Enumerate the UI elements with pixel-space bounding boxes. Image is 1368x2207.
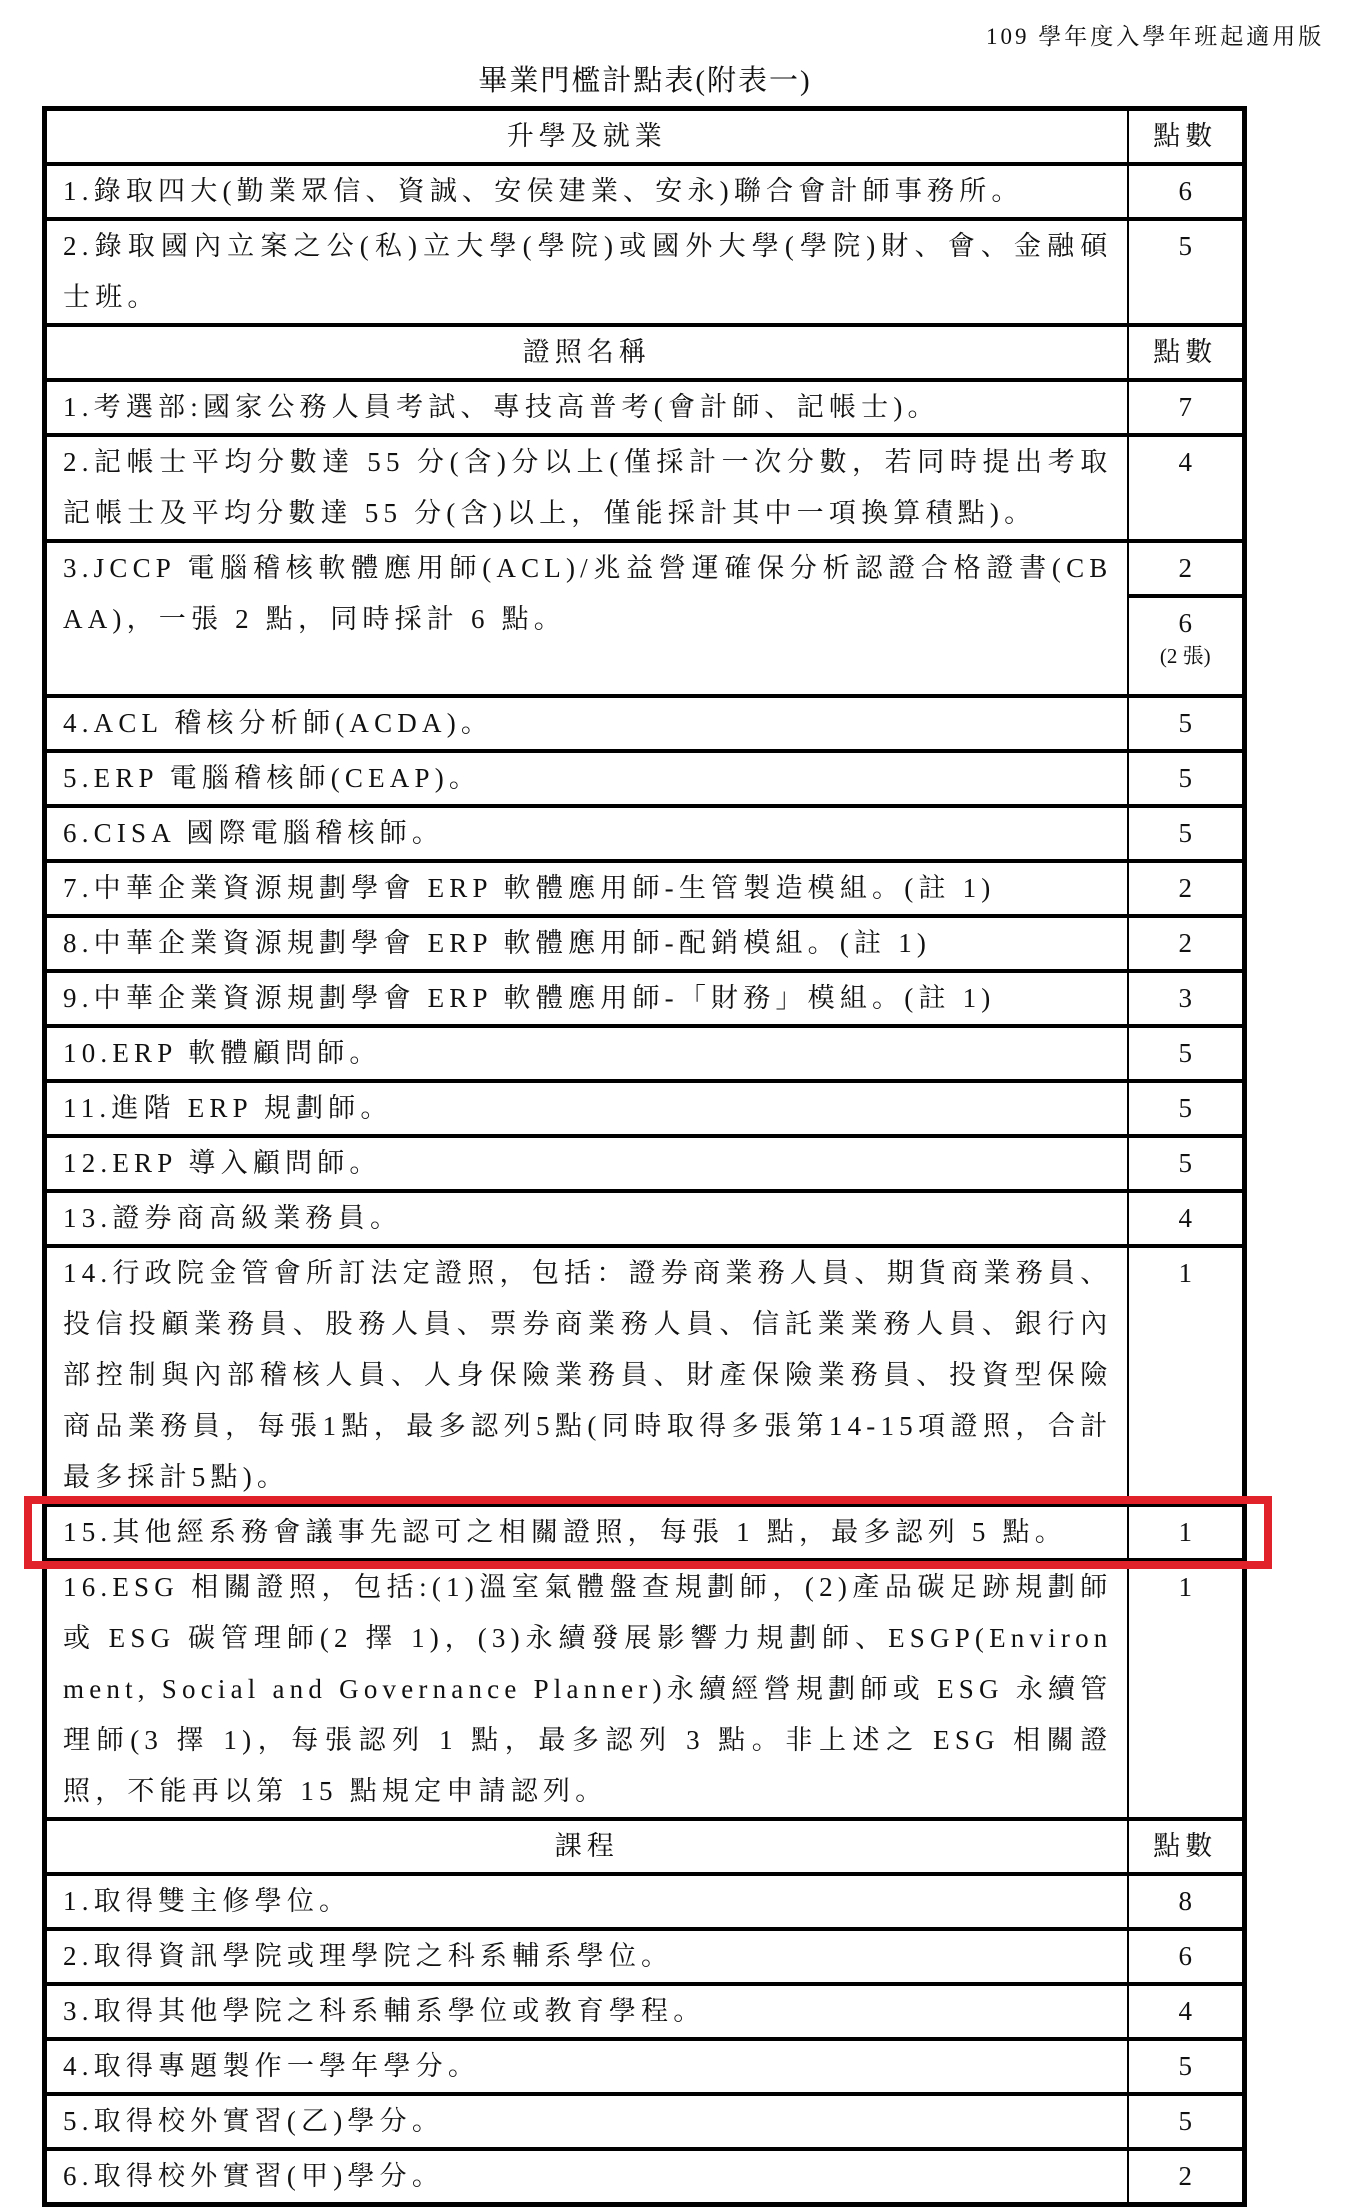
row-points: 5 — [1128, 2039, 1245, 2094]
table-row — [45, 861, 1245, 916]
row-points-alt — [1128, 596, 1245, 696]
row-points: 5 — [1128, 751, 1245, 806]
table-row — [45, 1246, 1245, 1505]
row-points: 1 — [1128, 1560, 1245, 1819]
points-column-header: 點數 — [1128, 1819, 1245, 1874]
table-row — [45, 2039, 1245, 2094]
table-row — [45, 541, 1245, 596]
table-row — [45, 2149, 1245, 2205]
section-header-certificates — [45, 325, 1245, 380]
table-row — [45, 164, 1245, 219]
table-row — [45, 380, 1245, 435]
table-row — [45, 751, 1245, 806]
row-points: 2 — [1128, 2149, 1245, 2205]
row-description: 4.取得專題製作一學年學分。 — [45, 2039, 1128, 2094]
table-row — [45, 1081, 1245, 1136]
row-description: 16.ESG 相關證照，包括:(1)溫室氣體盤查規劃師，(2)產品碳足跡規劃師或 ESG 碳管理師(2 擇 1)，(3)永續發展影響力規劃師、ESGP(Environment, Social and Governance Planner)永續經營規劃師或 ESG 永續管理師(3 擇 1)，每張認列 1 點，最多認列 3 點。非上述之 ESG 相關證照，不能再以第 15 點規定申請認列。 — [45, 1560, 1128, 1819]
table-row — [45, 1560, 1245, 1819]
table-row-highlighted — [45, 1505, 1245, 1560]
table-row — [45, 916, 1245, 971]
table-row — [45, 435, 1245, 541]
row-points: 1 — [1128, 1246, 1245, 1505]
graduation-points-table — [42, 106, 1247, 2207]
row-points: 2 — [1128, 861, 1245, 916]
table-row — [45, 971, 1245, 1026]
section-title: 證照名稱 — [45, 325, 1128, 380]
row-description: 14.行政院金管會所訂法定證照，包括：證券商業務人員、期貨商業務員、投信投顧業務員、股務人員、票券商業務人員、信託業業務人員、銀行內部控制與內部稽核人員、人身保險業務員、財產保險業務員、投資型保險商品業務員，每張1點，最多認列5點(同時取得多張第14-15項證照，合計最多採計5點)。 — [45, 1246, 1128, 1505]
row-points: 6 — [1128, 164, 1245, 219]
row-points: 3 — [1128, 971, 1245, 1026]
version-note: 109 學年度入學年班起適用版 — [986, 24, 1325, 49]
row-points: 4 — [1128, 435, 1245, 541]
row-description: 2.取得資訊學院或理學院之科系輔系學位。 — [45, 1929, 1128, 1984]
table-row — [45, 1136, 1245, 1191]
table-row — [45, 1026, 1245, 1081]
row-description: 3.取得其他學院之科系輔系學位或教育學程。 — [45, 1984, 1128, 2039]
row-description: 1.錄取四大(勤業眾信、資誠、安侯建業、安永)聯合會計師事務所。 — [45, 164, 1128, 219]
row-points: 5 — [1128, 1136, 1245, 1191]
section-title: 升學及就業 — [45, 109, 1128, 165]
row-description: 7.中華企業資源規劃學會 ERP 軟體應用師-生管製造模組。(註 1) — [45, 861, 1128, 916]
row-description: 10.ERP 軟體顧問師。 — [45, 1026, 1128, 1081]
section-title: 課程 — [45, 1819, 1128, 1874]
row-points: 2 — [1128, 541, 1245, 596]
row-description: 15.其他經系務會議事先認可之相關證照，每張 1 點，最多認列 5 點。 — [45, 1505, 1128, 1560]
table-row — [45, 1191, 1245, 1246]
row-description: 12.ERP 導入顧問師。 — [45, 1136, 1128, 1191]
row-description: 6.取得校外實習(甲)學分。 — [45, 2149, 1128, 2205]
row-description: 8.中華企業資源規劃學會 ERP 軟體應用師-配銷模組。(註 1) — [45, 916, 1128, 971]
table-row — [45, 1929, 1245, 1984]
table-row — [45, 2094, 1245, 2149]
row-description: 3.JCCP 電腦稽核軟體應用師(ACL)/兆益營運確保分析認證合格證書(CBAA)，一張 2 點，同時採計 6 點。 — [45, 541, 1128, 696]
row-points: 8 — [1128, 1874, 1245, 1929]
table-row — [45, 1874, 1245, 1929]
row-points: 4 — [1128, 1984, 1245, 2039]
row-description: 5.ERP 電腦稽核師(CEAP)。 — [45, 751, 1128, 806]
row-points: 5 — [1128, 696, 1245, 751]
row-description: 11.進階 ERP 規劃師。 — [45, 1081, 1128, 1136]
row-description: 13.證券商高級業務員。 — [45, 1191, 1128, 1246]
points-alt-note: (2 張) — [1159, 644, 1211, 668]
row-points: 5 — [1128, 219, 1245, 325]
points-column-header: 點數 — [1128, 325, 1245, 380]
row-description: 5.取得校外實習(乙)學分。 — [45, 2094, 1128, 2149]
row-points: 5 — [1128, 1026, 1245, 1081]
row-points: 5 — [1128, 806, 1245, 861]
row-description: 6.CISA 國際電腦稽核師。 — [45, 806, 1128, 861]
row-points: 2 — [1128, 916, 1245, 971]
row-description: 4.ACL 稽核分析師(ACDA)。 — [45, 696, 1128, 751]
row-points: 5 — [1128, 2094, 1245, 2149]
row-points: 7 — [1128, 380, 1245, 435]
row-points: 4 — [1128, 1191, 1245, 1246]
points-alt-value: 6 — [1178, 608, 1192, 638]
row-description: 2.錄取國內立案之公(私)立大學(學院)或國外大學(學院)財、會、金融碩士班。 — [45, 219, 1128, 325]
table-row — [45, 219, 1245, 325]
row-description: 1.考選部:國家公務人員考試、專技高普考(會計師、記帳士)。 — [45, 380, 1128, 435]
row-points: 6 — [1128, 1929, 1245, 1984]
row-description: 9.中華企業資源規劃學會 ERP 軟體應用師-「財務」模組。(註 1) — [45, 971, 1128, 1026]
section-header-courses — [45, 1819, 1245, 1874]
table-row — [45, 696, 1245, 751]
page-title: 畢業門檻計點表(附表一) — [478, 65, 812, 97]
row-description: 2.記帳士平均分數達 55 分(含)分以上(僅採計一次分數，若同時提出考取記帳士及平均分數達 55 分(含)以上，僅能採計其中一項換算積點)。 — [45, 435, 1128, 541]
points-column-header: 點數 — [1128, 109, 1245, 165]
section-header-further-study — [45, 109, 1245, 165]
table-row — [45, 806, 1245, 861]
row-description: 1.取得雙主修學位。 — [45, 1874, 1128, 1929]
row-points: 5 — [1128, 1081, 1245, 1136]
row-points: 1 — [1128, 1505, 1245, 1560]
table-row — [45, 1984, 1245, 2039]
